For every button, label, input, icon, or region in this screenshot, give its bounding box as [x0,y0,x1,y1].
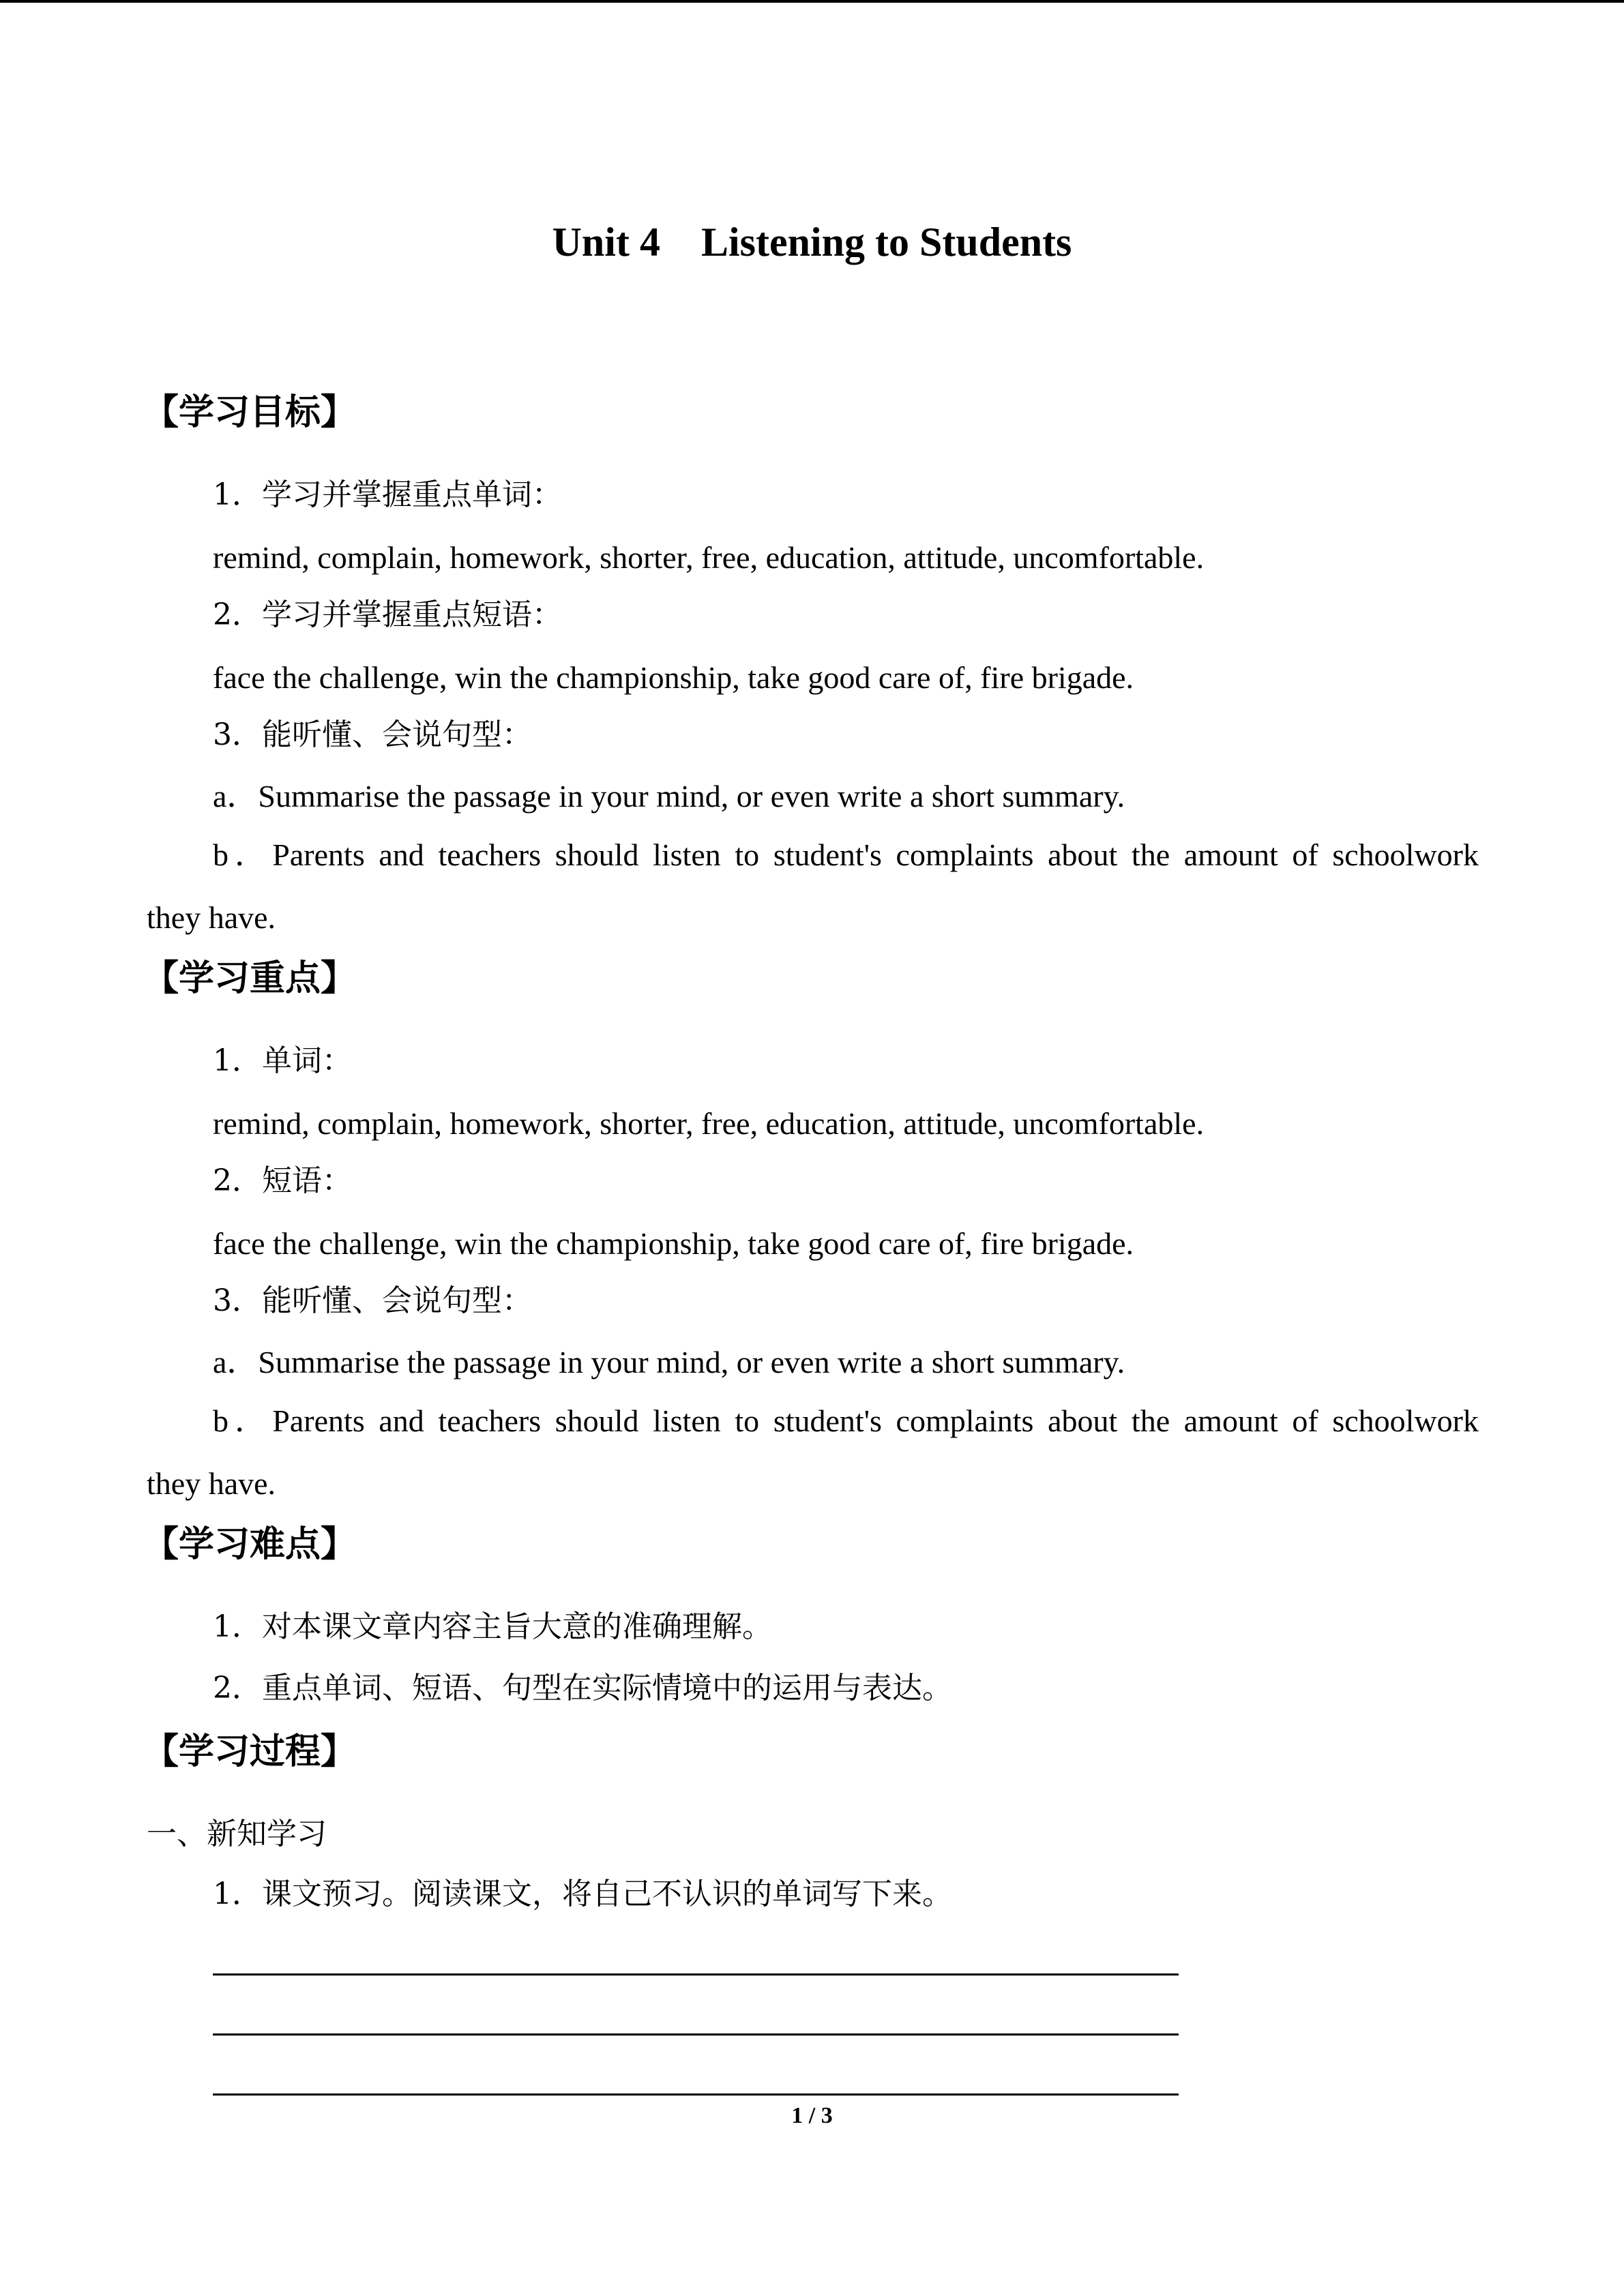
answer-blank-line [213,1973,1179,1976]
key-points-item3-label: 3．能听懂、会说句型： [213,1283,532,1318]
top-border [0,0,1624,3]
objectives-item2-phrases: face the challenge, win the championship, take good care of, fire brigade. [213,660,1134,695]
objectives-item2-label: 2．学习并掌握重点短语： [213,597,562,632]
section-heading-process: 【学习过程】 [143,1731,357,1772]
key-points-item3-a: a．Summarise the passage in your mind, or even write a short summary. [213,1345,1125,1380]
objectives-item3-b-line2: they have. [147,900,276,935]
answer-blank-line [213,2093,1179,2096]
objectives-item3-label: 3．能听懂、会说句型： [213,717,532,752]
key-points-item2-label: 2．短语： [213,1163,352,1198]
objectives-item3-a: a．Summarise the passage in your mind, or even write a short summary. [213,779,1125,814]
answer-blank-line [213,2033,1179,2036]
page-number: 1 / 3 [791,2103,833,2128]
objectives-item1-words: remind, complain, homework, shorter, free, education, attitude, uncomfortable. [213,540,1205,575]
objectives-item1-label: 1．学习并掌握重点单词： [213,477,562,512]
key-points-item1-words: remind, complain, homework, shorter, free, education, attitude, uncomfortable. [213,1106,1205,1141]
difficulties-item1: 1．对本课文章内容主旨大意的准确理解。 [213,1609,772,1644]
key-points-item3-b-line2: they have. [147,1466,276,1501]
difficulties-item2: 2．重点单词、短语、句型在实际情境中的运用与表达。 [213,1671,952,1705]
section-heading-difficulties: 【学习难点】 [143,1524,357,1565]
page-title: Unit 4 Listening to Students [552,220,1072,265]
process-part1-item1: 1．课文预习。阅读课文，将自己不认识的单词写下来。 [213,1877,952,1911]
section-heading-objectives: 【学习目标】 [143,392,357,433]
process-part1-title: 一、新知学习 [147,1817,327,1851]
section-heading-key-points: 【学习重点】 [143,958,357,999]
key-points-item2-phrases: face the challenge, win the championship, take good care of, fire brigade. [213,1226,1134,1261]
objectives-item3-b-line1: b．Parents and teachers should listen to student's complaints about the amount of schoolwork [213,837,1479,872]
key-points-item1-label: 1．单词： [213,1043,352,1078]
key-points-item3-b-line1: b．Parents and teachers should listen to student's complaints about the amount of schoolwork [213,1403,1479,1438]
